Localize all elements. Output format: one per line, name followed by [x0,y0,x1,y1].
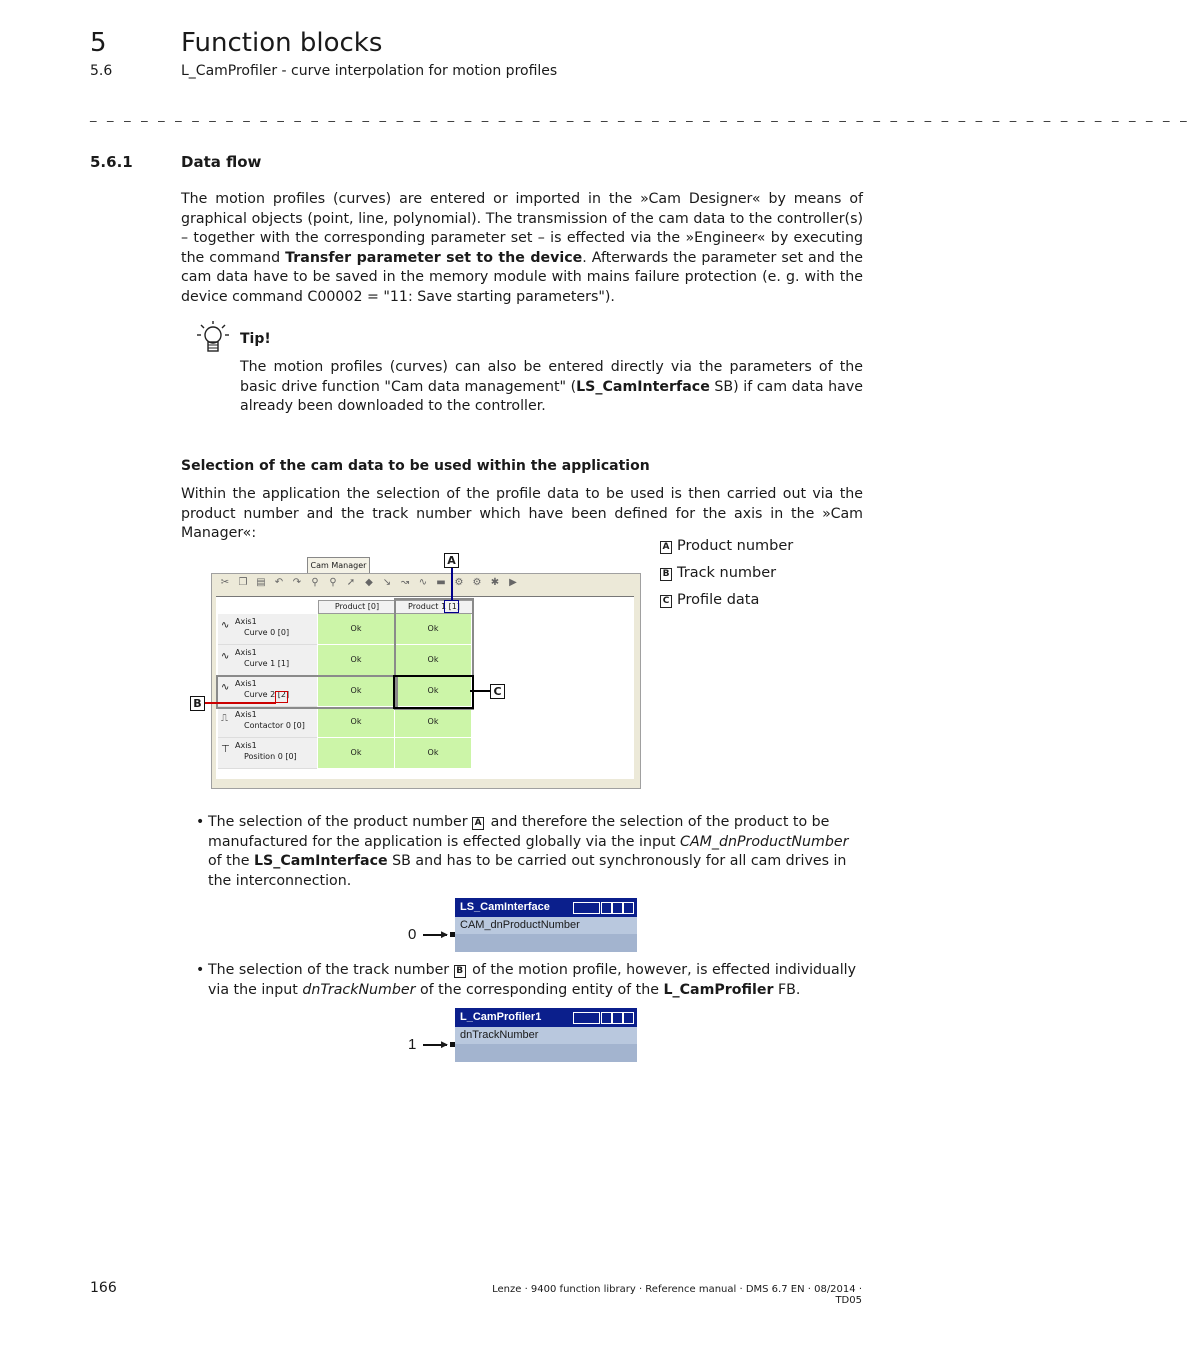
row-label[interactable]: ⎍ Axis1 Contactor 0 [0] [218,707,317,738]
line-icon[interactable]: ↘ [382,577,392,588]
bullet-text-track: The selection of the track number B of the motion profile, however, is effected individually via the input dnTrackNumber of the corresponding entity of the L_CamProfiler FB. [208,962,857,998]
chapter-title: Function blocks [181,28,383,58]
grid-icon[interactable] [612,902,623,914]
fb2-input-value: 1 [408,1036,417,1053]
ok-cell[interactable]: Ok [318,676,394,707]
selection-heading: Selection of the cam data to be used within the application [181,458,650,474]
legend-item-b: B Track number [660,565,776,581]
tip-body: The motion profiles (curves) can also be entered directly via the parameters of the basic drive function "Cam data management" (LS_CamInterface SB) if cam data have already been downloaded to the controller. [240,359,863,414]
track-number-marker [275,691,288,703]
select-icon[interactable]: ➚ [346,577,356,588]
fb1-input-pin [450,932,455,937]
spline-icon[interactable]: ∿ [418,577,428,588]
help-icon[interactable] [601,902,612,914]
block-icon[interactable]: ▬ [436,577,446,588]
row-label[interactable]: ⊤ Axis1 Position 0 [0] [218,738,317,769]
ok-cell[interactable]: Ok [395,707,471,738]
row-label[interactable]: ∿ Axis1 Curve 1 [1] [218,645,317,676]
fb-title: L_CamProfiler1 [460,1011,542,1023]
fb-status-field [573,902,600,914]
fb-input-label[interactable]: dnTrackNumber [460,1029,539,1041]
cam-manager-toolbar [216,574,636,592]
column-header-product-0[interactable]: Product [0] [318,600,396,614]
header-divider: _ _ _ _ _ _ _ _ _ _ _ _ _ _ _ _ _ _ _ _ _ _ _ _ _ _ _ _ _ _ _ _ _ _ _ _ _ _ _ _ _ _ _ _ _ _ _ _ _ _ _ _ _ _ _ _ _ _ _ _ _ _ _ _ _ [90,108,1190,123]
info-icon[interactable] [623,902,634,914]
page-number: 166 [90,1280,117,1296]
row-label[interactable]: ∿ Axis1 Curve 2 [2] [218,676,317,707]
curve-icon: ∿ [221,620,230,631]
arrow-right-icon: ▶ [441,1040,448,1050]
gear-icon[interactable]: ⚙ [454,577,464,588]
subsection-number: 5.6.1 [90,153,133,171]
tool-icon[interactable]: ✱ [490,577,500,588]
curve-icon: ∿ [221,651,230,662]
point-icon[interactable]: ◆ [365,577,373,588]
legend-item-c: C Profile data [660,592,759,608]
info-icon[interactable] [623,1012,634,1024]
ok-cell[interactable]: Ok [318,707,394,738]
callout-c: C [490,684,505,699]
section-title: L_CamProfiler - curve interpolation for motion profiles [181,63,558,79]
paste-icon[interactable]: ▤ [256,577,266,588]
bullet-dot: • [196,814,205,830]
callout-a-line [451,568,453,601]
bullet-text-product: The selection of the product number A and therefore the selection of the product to be manufactured for the application is effected globally via the input CAM_dnProductNumber of the LS_CamInterface SB and has to be carried out synchronously for all cam drives in the interconnection. [208,814,849,889]
curve-icon: ∿ [221,682,230,693]
row-label[interactable]: ∿ Axis1 Curve 0 [0] [218,614,317,645]
grid-icon[interactable] [612,1012,623,1024]
fb2-input-pin [450,1042,455,1047]
undo-icon[interactable]: ↶ [274,577,284,588]
redo-icon[interactable]: ↷ [292,577,302,588]
column-header-product-1[interactable]: Product 1 [1] [395,600,473,614]
copy-icon[interactable]: ❐ [238,577,248,588]
contactor-icon: ⎍ [221,713,228,724]
fb-ls-caminterface[interactable] [455,898,637,952]
profile-cell-highlight [393,675,474,709]
fb-status-field [573,1012,600,1024]
ok-cell[interactable]: Ok [318,645,394,676]
cam-manager-tab[interactable]: Cam Manager [307,557,370,573]
fb-title: LS_CamInterface [460,901,550,913]
ok-cell[interactable]: Ok [395,614,471,645]
fb-input-label[interactable]: CAM_dnProductNumber [460,919,580,931]
zoom-in-icon[interactable]: ⚲ [311,577,319,588]
ok-cell[interactable]: Ok [395,645,471,676]
ok-cell[interactable]: Ok [395,738,471,769]
product-number-marker [444,600,459,613]
callout-a: A [444,553,459,568]
subsection-title: Data flow [181,153,262,171]
ok-cell[interactable]: Ok [318,614,394,645]
arrow-right-icon: ▶ [441,930,448,940]
section-number: 5.6 [90,63,113,79]
ok-cell[interactable]: Ok [318,738,394,769]
zoom-out-icon[interactable]: ⚲ [329,577,337,588]
bullet-dot: • [196,962,205,978]
ok-cell[interactable]: Ok [395,676,471,707]
fb-l-camprofiler1[interactable] [455,1008,637,1062]
curve-tool-icon[interactable]: ↝ [400,577,410,588]
callout-b-line [205,702,276,704]
fb1-input-value: 0 [408,926,417,943]
position-icon: ⊤ [221,744,230,755]
intro-paragraph: The motion profiles (curves) are entered or imported in the »Cam Designer« by means of graphical objects (point, line, polynomial). The transmission of the cam data to the controller(s) – together with the corresponding parameter set – is effected via the »Engineer« by executing the command Transfer parameter set to the device. Afterwards the parameter set and the cam data have to be saved in the memory module with mains failure protection (e. g. with the device command C00002 = "11: Save starting parameters"). [181,191,863,305]
chapter-number: 5 [90,28,107,58]
lightbulb-icon [196,320,232,356]
cut-icon[interactable]: ✂ [220,577,230,588]
tip-title: Tip! [240,331,271,347]
callout-c-line [470,690,490,692]
help-icon[interactable] [601,1012,612,1024]
legend-item-a: A Product number [660,538,793,554]
settings-icon[interactable]: ⚙ [472,577,482,588]
play-icon[interactable]: ▶ [509,577,517,588]
selection-paragraph: Within the application the selection of the profile data to be used is then carried out via the product number and the track number which have been defined for the axis in the »Cam Manager«: [181,486,863,541]
callout-b: B [190,696,205,711]
footer-text: Lenze · 9400 function library · Reference manual · DMS 6.7 EN · 08/2014 · TD05 [492,1284,862,1306]
